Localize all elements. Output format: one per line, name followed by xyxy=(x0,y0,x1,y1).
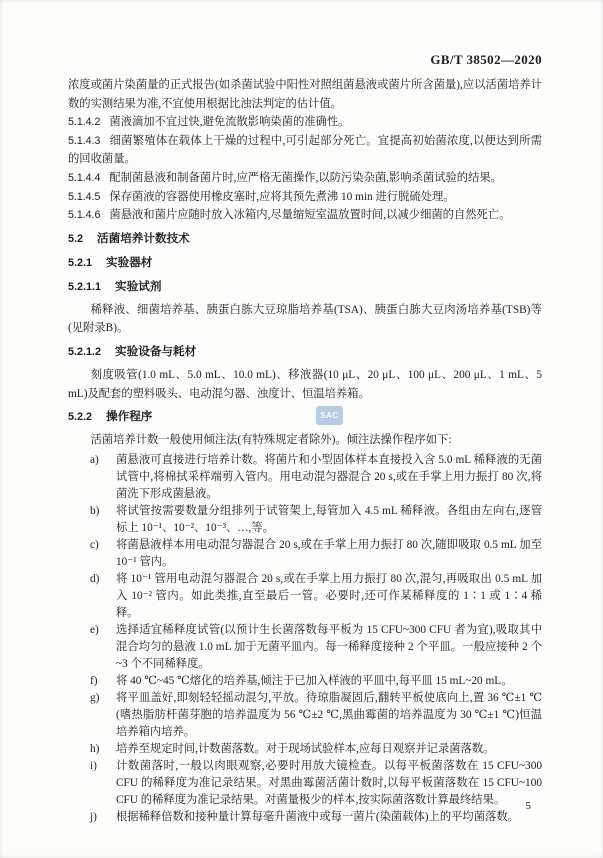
step-j xyxy=(90,809,542,826)
step-i xyxy=(90,758,542,809)
clause-5-1-4-6 xyxy=(68,206,542,225)
clause-text: 菌悬液和菌片应随时放入冰箱内,尽量缩短室温放置时间,以减少细菌的自然死亡。 xyxy=(109,209,511,222)
clause-number: 5.1.4.2 xyxy=(68,116,101,129)
section-number: 5.2.2 xyxy=(68,411,93,424)
section-title: 实验器材 xyxy=(106,255,153,269)
clause-5-1-4-3 xyxy=(68,132,542,169)
clause-number: 5.1.4.6 xyxy=(68,209,101,222)
clause-text: 保存菌液的容器使用橡皮塞时,应将其预先煮沸 10 min 进行脱硫处理。 xyxy=(109,190,455,203)
clause-number: 5.1.4.4 xyxy=(68,171,101,184)
step-label: i) xyxy=(90,759,97,772)
step-text: 将菌悬液样本用电动混匀器混合 20 s,或在手掌上用力振打 80 次,随即吸取 0.5 mL 加至 10⁻¹ 管内。 xyxy=(116,538,542,568)
section-heading-5-2 xyxy=(68,229,542,249)
section-number: 5.2 xyxy=(68,232,84,245)
procedure-step-list xyxy=(90,452,542,826)
clause-text: 菌液滴加不宜过快,避免流散影响染菌的准确性。 xyxy=(109,116,350,129)
section-title: 实验试剂 xyxy=(115,279,162,293)
paragraph-equipment: 刻度吸管(1.0 mL、5.0 mL、10.0 mL)、移液器(10 μL、20 μL、100 μL、200 μL、1 mL、5 mL)及配套的塑料吸头、电动混匀器、浊度计、恒温培养箱。 xyxy=(68,368,542,400)
clause-number: 5.1.4.5 xyxy=(68,190,101,203)
section-heading-5-2-1-2 xyxy=(68,342,542,362)
clause-5-1-4-2 xyxy=(68,113,542,132)
step-g xyxy=(90,690,542,741)
step-text: 计数菌落时,一般以肉眼观察,必要时用放大镜检查。以每平板菌落数在 15 CFU~300 CFU 的稀释度为准记录结果。对黑曲霉菌活菌计数时,以每平板菌落数在 15 CFU~100 CFU 的稀释度为准记录结果。对菌量极少的样本,按实际菌落数计算最终结果。 xyxy=(116,759,542,806)
section-number: 5.2.1.2 xyxy=(68,345,102,358)
section-title: 实验设备与耗材 xyxy=(115,344,197,358)
clause-5-1-4-4 xyxy=(68,169,542,188)
step-text: 根据稀释倍数和接种量计算每毫升菌液中或每一菌片(染菌载体)上的平均菌落数。 xyxy=(116,810,519,823)
page-number: 5 xyxy=(525,800,531,812)
step-h xyxy=(90,741,542,758)
section-heading-5-2-1 xyxy=(68,253,542,273)
doc-number: GB/T 38502—2020 xyxy=(430,52,542,67)
step-text: 将 10⁻¹ 管用电动混匀器混合 20 s,或在手掌上用力振打 80 次,混匀,再吸取出 0.5 mL 加入 10⁻² 管内。如此类推,直至最后一管。必要时,还可作某稀释度的 1∶1 或 1∶4 稀释。 xyxy=(116,572,542,619)
step-label: f) xyxy=(90,674,98,687)
paragraph-procedure-intro: 活菌培养计数一般使用倾注法(有特殊规定者除外)。倾注法操作程序如下: xyxy=(90,434,452,447)
step-text: 选择适宜稀释度试管(以预计生长菌落数每平板为 15 CFU~300 CFU 者为宜),吸取其中混合均匀的悬液 1.0 mL 加于无菌平皿内。每一稀释度接种 2 个平皿。一般应接种 2 个~3 个不同稀释度。 xyxy=(116,623,542,670)
section-number: 5.2.1.1 xyxy=(68,280,102,293)
section-number: 5.2.1 xyxy=(68,256,93,269)
step-text: 将试管按需要数量分组排列于试管架上,每管加入 4.5 mL 稀释液。各组由左向右,逐管标上 10⁻¹、10⁻²、10⁻³、…,等。 xyxy=(116,504,542,534)
step-label: h) xyxy=(90,742,100,755)
paragraph-reagents: 稀释液、细菌培养基、胰蛋白胨大豆琼脂培养基(TSA)、胰蛋白胨大豆肉汤培养基(TSB)等(见附录B)。 xyxy=(68,303,542,335)
step-label: b) xyxy=(90,504,100,517)
step-text: 培养至规定时间,计数菌落数。对于现场试验样本,应每日观察并记录菌落数。 xyxy=(116,742,495,755)
section-title: 活菌培养计数技术 xyxy=(97,231,190,245)
clause-5-1-4-5 xyxy=(68,188,542,207)
step-label: e) xyxy=(90,623,99,636)
clause-text: 配制菌悬液和制备菌片时,应严格无菌操作,以防污染杂菌,影响杀菌试验的结果。 xyxy=(109,171,502,184)
step-label: g) xyxy=(90,691,100,704)
clause-text: 细菌繁殖体在载体上干燥的过程中,可引起部分死亡。宜提高初始菌浓度,以便达到所需的回收菌量。 xyxy=(68,134,542,166)
section-heading-5-2-2 xyxy=(68,407,542,427)
step-b xyxy=(90,503,542,537)
section-heading-5-2-1-1 xyxy=(68,277,542,297)
step-label: c) xyxy=(90,538,99,551)
sac-watermark-logo: SAC xyxy=(316,406,343,425)
step-c xyxy=(90,537,542,571)
step-label: a) xyxy=(90,453,99,466)
step-a xyxy=(90,452,542,503)
step-d xyxy=(90,571,542,622)
step-text: 菌悬液可直接进行培养计数。将菌片和小型固体样本直接投入含 5.0 mL 稀释液的无菌试管中,将棉拭采样端剪入管内。用电动混匀器混合 20 s,或在手掌上用力振打 80 次,将菌洗下形成菌悬液。 xyxy=(116,453,542,500)
step-label: j) xyxy=(90,810,97,823)
step-text: 将 40 ℃~45 ℃熔化的培养基,倾注于已加入样液的平皿中,每平皿 15 mL~20 mL。 xyxy=(116,674,513,687)
clause-number: 5.1.4.3 xyxy=(68,134,101,147)
section-title: 操作程序 xyxy=(106,410,153,424)
paragraph-continuation: 浓度或菌片染菌量的正式报告(如杀菌试验中阳性对照组菌悬液或菌片所含菌量),应以活菌培养计数的实测结果为准,不宜使用根据比浊法判定的估计值。 xyxy=(68,79,542,110)
step-e xyxy=(90,622,542,673)
step-text: 将平皿盖好,即刻轻轻摇动混匀,平放。待琼脂凝固后,翻转平板使底向上,置 36 ℃±1 ℃(嗜热脂肪杆菌芽胞的培养温度为 56 ℃±2 ℃,黑曲霉菌的培养温度为 30 ℃±1 ℃)恒温培养箱内培养。 xyxy=(116,691,542,738)
step-label: d) xyxy=(90,572,100,585)
step-f xyxy=(90,673,542,690)
